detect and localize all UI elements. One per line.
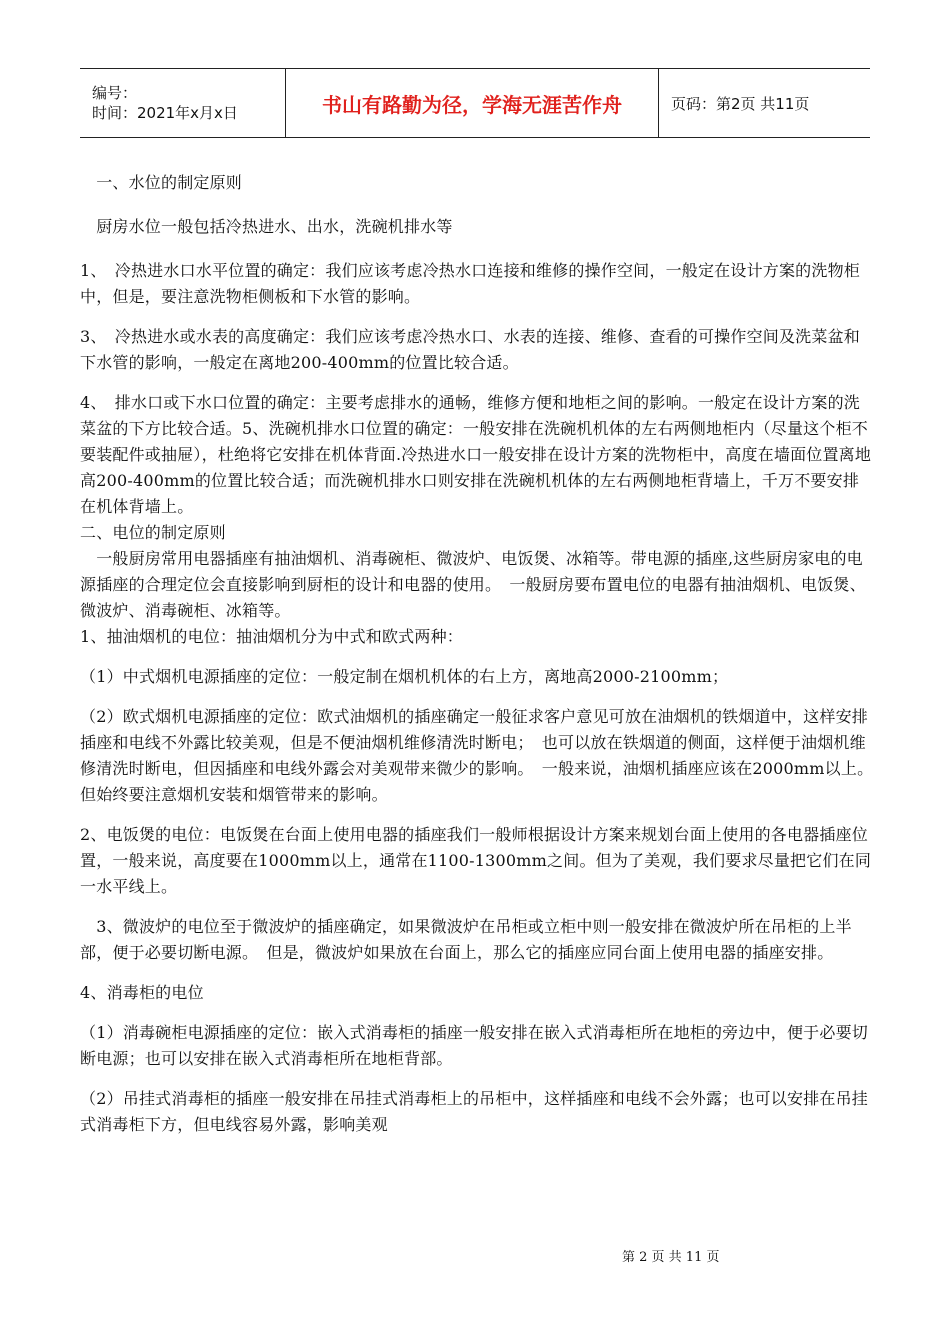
paragraph: 一般厨房常用电器插座有抽油烟机、消毒碗柜、微波炉、电饭煲、冰箱等。带电源的插座,这些厨房家电的电源插座的合理定位会直接影响到厨柜的设计和电器的使用。 一般厨房要布置电位的电器有抽油烟机、电饭煲、微波炉、消毒碗柜、冰箱等。 [80, 549, 866, 620]
paragraph: 1、抽油烟机的电位：抽油烟机分为中式和欧式两种： [80, 627, 463, 646]
paragraph: 4、 排水口或下水口位置的确定：主要考虑排水的通畅，维修方便和地柜之间的影响。一般定在设计方案的洗菜盆的下方比较合适。5、洗碗机排水口位置的确定：一般安排在洗碗机机体的左右两侧地柜内（尽量这个柜不要装配件或抽屉），杜绝将它安排在机体背面.冷热进水口一般安排在设计方案的洗物柜中，高度在墙面位置离地高200-400mm的位置比较合适；而洗碗机排水口则安排在洗碗机机体的左右两侧地柜背墙上，千万不要安排在机体背墙上。 [80, 393, 872, 516]
paragraph: 1、 冷热进水口水平位置的确定：我们应该考虑冷热水口连接和维修的操作空间，一般定在设计方案的洗物柜中，但是，要注意洗物柜侧板和下水管的影响。 [80, 261, 860, 306]
paragraph: （2）吊挂式消毒柜的插座一般安排在吊挂式消毒柜上的吊柜中，这样插座和电线不会外露；也可以安排在吊挂式消毒柜下方，但电线容易外露，影响美观 [80, 1089, 868, 1134]
date-label: 时间：2021年x月x日 [92, 104, 238, 122]
paragraph: 4、消毒柜的电位 [80, 983, 204, 1002]
paragraph: （1）消毒碗柜电源插座的定位：嵌入式消毒柜的插座一般安排在嵌入式消毒柜所在地柜的旁边中，便于必要切断电源；也可以安排在嵌入式消毒柜所在地柜背部。 [80, 1023, 868, 1068]
paragraph: 2、电饭煲的电位：电饭煲在台面上使用电器的插座我们一般师根据设计方案来规划台面上使用的各电器插座位置，一般来说，高度要在1000mm以上，通常在1100-1300mm之间。但为了美观，我们要求尽量把它们在同一水平线上。 [80, 825, 872, 896]
paragraph: 3、 冷热进水或水表的高度确定：我们应该考虑冷热水口、水表的连接、维修、查看的可操作空间及洗菜盆和下水管的影响，一般定在离地200-400mm的位置比较合适。 [80, 327, 860, 372]
heading-water: 一、水位的制定原则 [80, 173, 243, 192]
page-footer: 第 2 页 共 11 页 [622, 1250, 720, 1265]
heading-electric: 二、电位的制定原则 [80, 523, 226, 542]
page-header [80, 68, 870, 138]
paragraph: 厨房水位一般包括冷热进水、出水，洗碗机排水等 [80, 217, 453, 236]
header-motto: 书山有路勤为径，学海无涯苦作舟 [285, 69, 659, 137]
serial-label: 编号： [92, 84, 138, 102]
document-body [80, 170, 874, 1138]
paragraph: （1）中式烟机电源插座的定位：一般定制在烟机机体的右上方，离地高2000-2100mm； [80, 667, 729, 686]
paragraph: 3、微波炉的电位至于微波炉的插座确定，如果微波炉在吊柜或立柜中则一般安排在微波炉所在吊柜的上半部，便于必要切断电源。 但是，微波炉如果放在台面上，那么它的插座应同台面上使用电器的插座安排。 [80, 917, 852, 962]
paragraph: （2）欧式烟机电源插座的定位：欧式油烟机的插座确定一般征求客户意见可放在油烟机的铁烟道中，这样安排插座和电线不外露比较美观，但是不便油烟机维修清洗时断电； 也可以放在铁烟道的侧面，这样便于油烟机维修清洗时断电，但因插座和电线外露会对美观带来微少的影响。 一般来说，油烟机插座应该在2000mm以上。但始终要注意烟机安装和烟管带来的影响。 [80, 707, 874, 804]
header-page-info: 页码：第2页 共11页 [671, 94, 810, 113]
header-meta [80, 69, 285, 137]
